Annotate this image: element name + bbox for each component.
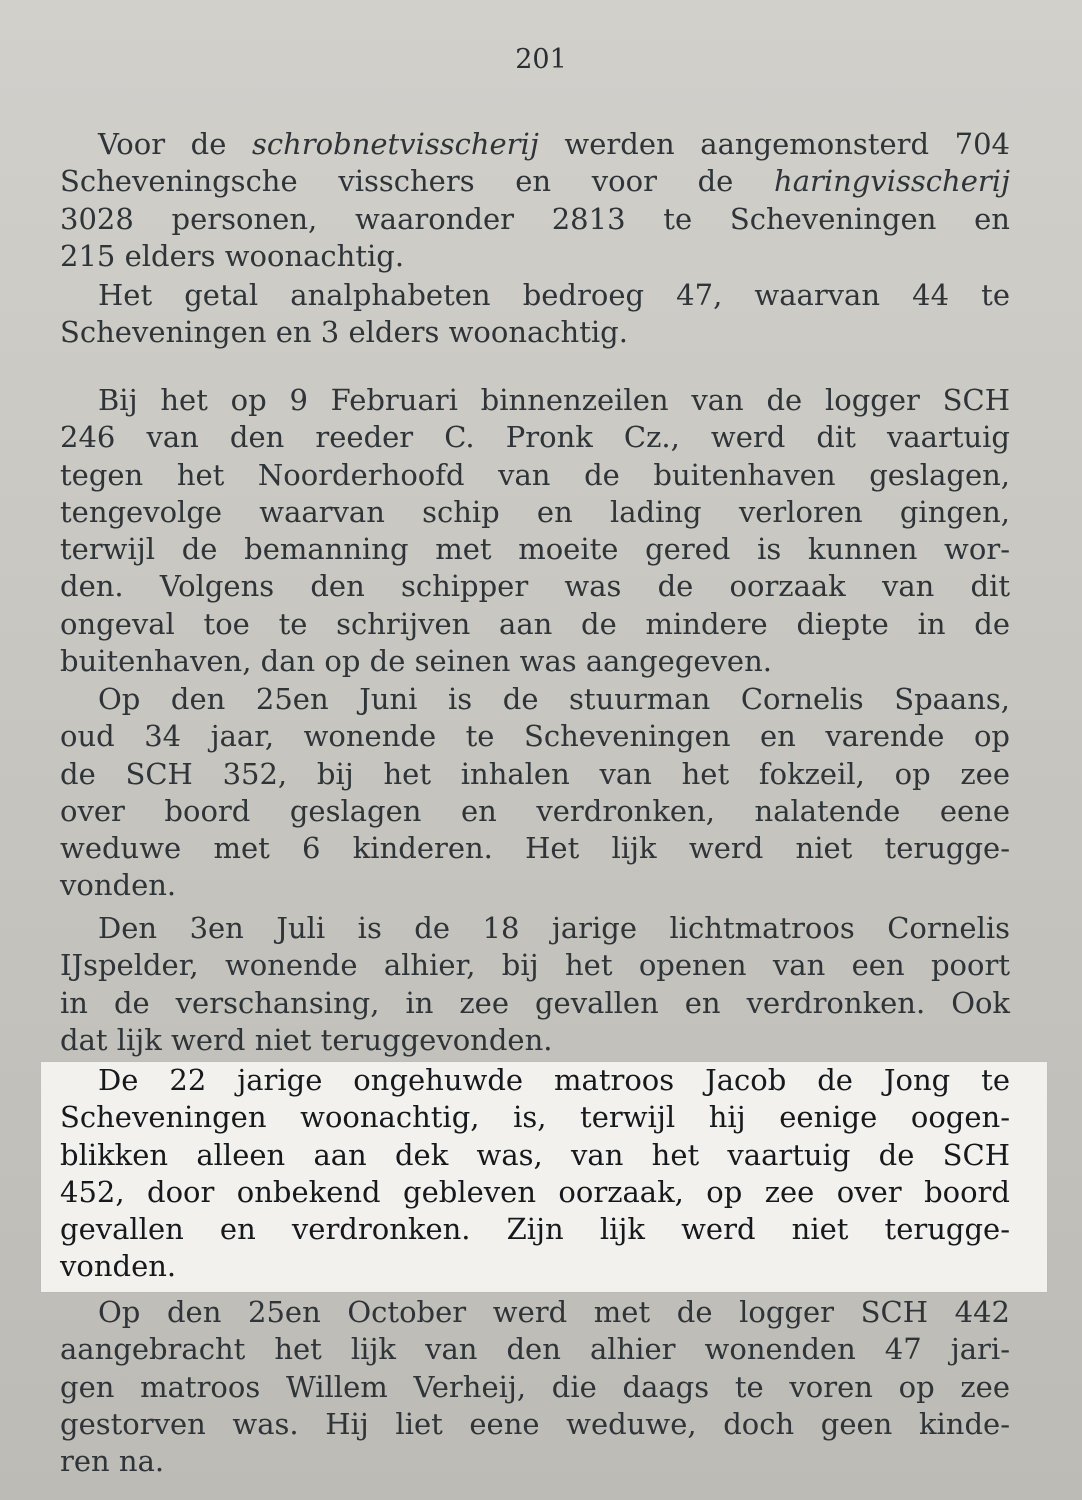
text-line: gen matroos Willem Verheij, die daags te voren op zee [60, 1369, 1010, 1404]
paragraph-fishery-enlistment [60, 126, 1010, 275]
text-line: Bij het op 9 Februari binnenzeilen van de logger SCH [98, 383, 1010, 417]
text-line: buitenhaven, dan op de seinen was aangegeven. [60, 644, 772, 679]
page-number: 201 [515, 44, 567, 75]
text-line: vonden. [60, 868, 177, 903]
text-line: terwijl de bemanning met moeite gered is kunnen wor- [60, 532, 1010, 567]
paragraph-cornelis-ijspelder [60, 910, 1010, 1059]
text-line: aangebracht het lijk van den alhier wonenden 47 jari- [60, 1332, 1010, 1367]
paragraph-sch246-wreck [60, 382, 1010, 680]
text-line: ren na. [60, 1444, 165, 1479]
text-line: Op den 25en Juni is de stuurman Cornelis Spaans, [98, 682, 1010, 716]
text-run: Voor de [98, 127, 252, 161]
text-line [60, 163, 1010, 200]
text-line: Scheveningen en 3 elders woonachtig. [60, 315, 628, 350]
text-line: gevallen en verdronken. Zijn lijk werd niet terugge- [60, 1212, 1010, 1247]
text-line: gestorven was. Hij liet eene weduwe, doch geen kinde- [60, 1406, 1010, 1441]
text-line: weduwe met 6 kinderen. Het lijk werd niet terugge- [60, 831, 1010, 866]
text-line: Op den 25en October werd met de logger SCH 442 [98, 1295, 1010, 1329]
text-line: de SCH 352, bij het inhalen van het fokzeil, op zee [60, 756, 1010, 791]
text-line: dat lijk werd niet teruggevonden. [60, 1022, 553, 1057]
text-line: tegen het Noorderhoofd van de buitenhaven geslagen, [60, 457, 1010, 492]
text-line: Het getal analphabeten bedroeg 47, waarvan 44 te [98, 278, 1010, 312]
text-line: vonden. [60, 1249, 177, 1284]
text-line: 452, door onbekend gebleven oorzaak, op zee over boord [60, 1174, 1010, 1209]
text-run: Scheveningsche visschers en voor de [60, 164, 775, 199]
text-line: IJspelder, wonende alhier, bij het openen van een poort [60, 948, 1010, 983]
text-line: De 22 jarige ongehuwde matroos Jacob de Jong te [98, 1063, 1010, 1097]
text-line: 3028 personen, waaronder 2813 te Scheveningen en [60, 201, 1010, 236]
paragraph-jacob-de-jong-highlighted [60, 1062, 1010, 1286]
text-line: den. Volgens den schipper was de oorzaak van dit [60, 569, 1010, 604]
italic-term-schrobnetvisscherij: schrobnetvisscherij [252, 127, 539, 161]
text-line: Scheveningen woonachtig, is, terwijl hij eenige oogen- [60, 1100, 1010, 1135]
text-line: oud 34 jaar, wonende te Scheveningen en varende op [60, 719, 1010, 754]
paragraph-illiterates [60, 277, 1010, 352]
italic-term-haringvisscherij: haringvisscherij [774, 164, 1010, 199]
text-line: Den 3en Juli is de 18 jarige lichtmatroos Cornelis [98, 911, 1010, 945]
paragraph-cornelis-spaans [60, 681, 1010, 905]
text-line: 215 elders woonachtig. [60, 238, 405, 273]
text-line: in de verschansing, in zee gevallen en verdronken. Ook [60, 985, 1010, 1020]
text-line: tengevolge waarvan schip en lading verloren gingen, [60, 494, 1010, 529]
text-line [60, 126, 1010, 163]
text-run: werden aangemonsterd 704 [538, 127, 1010, 161]
text-line: ongeval toe te schrijven aan de mindere diepte in de [60, 606, 1010, 641]
text-line: 246 van den reeder C. Pronk Cz., werd dit vaartuig [60, 420, 1010, 455]
paragraph-willem-verheij [60, 1294, 1010, 1480]
text-line: blikken alleen aan dek was, van het vaartuig de SCH [60, 1137, 1010, 1172]
text-line: over boord geslagen en verdronken, nalatende eene [60, 793, 1010, 828]
